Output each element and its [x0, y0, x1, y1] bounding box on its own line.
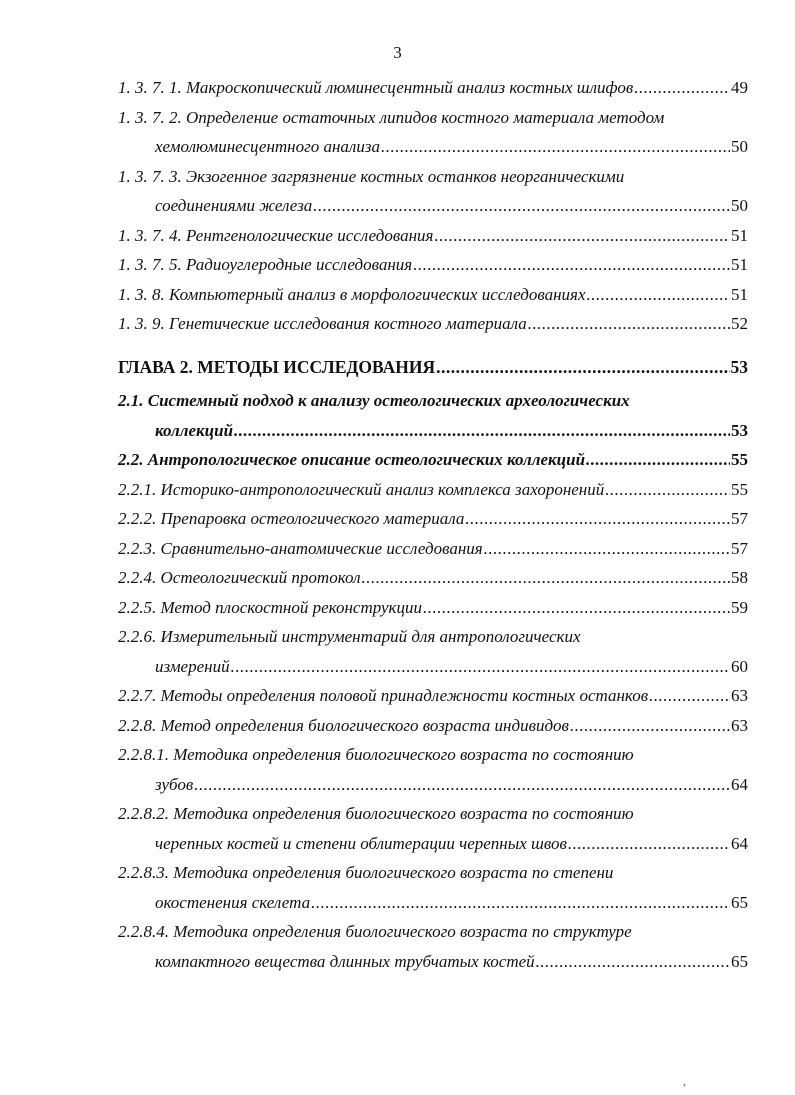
toc-line — [118, 711, 748, 741]
toc-entry-title: 1. 3. 8. Компьютерный анализ в морфологических исследованиях — [118, 284, 586, 304]
dot-leader — [434, 221, 730, 251]
toc-entry — [118, 917, 748, 976]
toc-entry-title: 2.2.8.4. Методика определения биологического возраста по структуре — [118, 922, 632, 941]
dot-leader — [231, 652, 730, 682]
toc-entry-page: 65 — [731, 951, 748, 971]
toc-entry-page: 50 — [731, 137, 748, 156]
toc-entry-title: ГЛАВА 2. МЕТОДЫ ИССЛЕДОВАНИЯ — [118, 356, 436, 377]
toc-entry-page: 55 — [731, 479, 748, 499]
toc-line — [118, 191, 748, 221]
toc-entry-title: 2.2.4. Остеологический протокол — [118, 568, 361, 587]
toc-line — [118, 445, 748, 475]
toc-entry — [118, 711, 748, 741]
toc-entry — [118, 445, 748, 475]
dot-leader — [436, 353, 729, 383]
dot-leader — [465, 504, 730, 534]
toc-entry — [118, 280, 748, 310]
dot-leader — [649, 681, 730, 711]
toc-entry — [118, 740, 748, 799]
toc-entry-title: 2.2.5. Метод плоскостной реконструкции — [118, 597, 422, 617]
toc-line — [118, 475, 748, 505]
toc-entry — [118, 799, 748, 858]
toc-entry — [118, 534, 748, 564]
toc-entry-title: компактного вещества длинных трубчатых костей — [155, 951, 535, 971]
dot-leader — [381, 132, 730, 162]
toc-entry — [118, 221, 748, 251]
toc-entry-title: черепных костей и степени облитерации черепных швов — [155, 833, 567, 853]
toc-entry — [118, 593, 748, 623]
toc-entry — [118, 250, 748, 280]
toc-line — [118, 829, 748, 859]
toc-entry-page: 64 — [731, 833, 748, 853]
toc-line — [118, 103, 748, 133]
toc-line — [118, 504, 748, 534]
toc-entry-page: 58 — [731, 568, 748, 587]
toc-entry — [118, 162, 748, 221]
toc-entry — [118, 475, 748, 505]
toc-entry-page: 64 — [731, 774, 748, 794]
dot-leader — [234, 416, 730, 446]
dot-leader — [313, 191, 730, 221]
toc-entry-title: 1. 3. 7. 1. Макроскопический люминесцентный анализ костных шлифов — [118, 78, 634, 97]
toc-line — [118, 858, 748, 888]
dot-leader — [484, 534, 730, 564]
dot-leader — [570, 711, 730, 741]
toc-entry-title: 1. 3. 7. 5. Радиоуглеродные исследования — [118, 255, 413, 274]
toc-entry-title: 2.2.8.2. Методика определения биологического возраста по состоянию — [118, 804, 634, 823]
toc-entry-title: 1. 3. 7. 2. Определение остаточных липидов костного материала методом — [118, 107, 665, 127]
toc-entry-title: 2.2.6. Измерительный инструментарий для антропологических — [118, 627, 581, 646]
toc-entry — [118, 309, 748, 339]
toc-line — [118, 309, 748, 339]
dot-leader — [586, 445, 730, 475]
toc-entry — [118, 681, 748, 711]
dot-leader — [194, 770, 730, 800]
toc-entry — [118, 858, 748, 917]
dot-leader — [586, 280, 730, 310]
toc-entry-page: 52 — [731, 314, 748, 333]
dot-leader — [605, 475, 730, 505]
dot-leader — [423, 593, 730, 623]
toc-entry-title: 2.2.7. Методы определения половой принадлежности костных останков — [118, 686, 649, 705]
toc-line — [118, 622, 748, 652]
toc-line — [118, 563, 748, 593]
footer-mark: , — [683, 1074, 686, 1088]
toc-line — [118, 386, 748, 416]
toc-entry-page: 53 — [731, 420, 748, 440]
toc-entry — [118, 504, 748, 534]
dot-leader — [528, 309, 730, 339]
toc-line — [118, 681, 748, 711]
toc-entry-page: 50 — [731, 196, 748, 215]
toc-entry-page: 59 — [731, 597, 748, 617]
toc-entry-page: 63 — [731, 686, 748, 705]
toc-entry-page: 55 — [731, 450, 748, 469]
toc-entry — [118, 353, 748, 383]
toc-line — [118, 73, 748, 103]
toc-entry — [118, 563, 748, 593]
toc-line — [118, 652, 748, 682]
toc-entry-title: 2.2.8. Метод определения биологического возраста индивидов — [118, 715, 569, 735]
toc-entry — [118, 103, 748, 162]
toc-line — [118, 132, 748, 162]
dot-leader — [568, 829, 730, 859]
page-number: 3 — [393, 43, 402, 62]
table-of-contents — [118, 73, 748, 976]
toc-entry-page: 57 — [731, 538, 748, 558]
toc-entry — [118, 386, 748, 445]
toc-entry-title: 2.2.8.3. Методика определения биологического возраста по степени — [118, 863, 614, 882]
toc-line — [118, 799, 748, 829]
toc-entry-page: 63 — [731, 715, 748, 735]
toc-entry-title: соединениями железа — [155, 196, 313, 215]
toc-entry-title: 2.2.3. Сравнительно-анатомические исследования — [118, 538, 483, 558]
toc-entry-page: 51 — [731, 284, 748, 304]
toc-line — [118, 353, 748, 383]
toc-entry-page: 57 — [731, 509, 748, 528]
dot-leader — [311, 888, 730, 918]
dot-leader — [536, 947, 730, 977]
toc-line — [118, 534, 748, 564]
toc-line — [118, 280, 748, 310]
toc-entry-title: 2.2. Антропологическое описание остеологических коллекций — [118, 450, 586, 469]
toc-entry-title: 1. 3. 7. 3. Экзогенное загрязнение костных останков неорганическими — [118, 166, 625, 186]
toc-entry-title: хемолюминесцентного анализа — [155, 137, 380, 156]
toc-entry-title: 2.2.2. Препаровка остеологического материала — [118, 509, 465, 528]
toc-line — [118, 162, 748, 192]
toc-line — [118, 221, 748, 251]
toc-entry-title: коллекций — [155, 420, 234, 440]
toc-line — [118, 740, 748, 770]
toc-entry-title: зубов — [155, 774, 194, 794]
toc-entry — [118, 73, 748, 103]
toc-entry-title: окостенения скелета — [155, 892, 311, 912]
toc-entry-title: 2.2.8.1. Методика определения биологического возраста по состоянию — [118, 745, 634, 764]
toc-entry-title: 1. 3. 7. 4. Рентгенологические исследования — [118, 225, 434, 245]
toc-entry-page: 65 — [731, 892, 748, 912]
toc-entry-page: 60 — [731, 656, 748, 676]
toc-line — [118, 593, 748, 623]
toc-line — [118, 917, 748, 947]
toc-entry-title: 2.1. Системный подход к анализу остеологических археологических — [118, 391, 630, 410]
dot-leader — [362, 563, 731, 593]
toc-entry-page: 51 — [731, 225, 748, 245]
toc-entry — [118, 622, 748, 681]
toc-entry-title: измерений — [155, 656, 230, 676]
toc-entry-title: 1. 3. 9. Генетические исследования костного материала — [118, 314, 527, 333]
toc-entry-page: 51 — [731, 255, 748, 274]
dot-leader — [634, 73, 730, 103]
toc-entry-title: 2.2.1. Историко-антропологический анализ комплекса захоронений — [118, 479, 605, 499]
dot-leader — [413, 250, 730, 280]
toc-line — [118, 416, 748, 446]
toc-entry-page: 53 — [730, 356, 748, 377]
toc-entry-page: 49 — [731, 78, 748, 97]
toc-line — [118, 770, 748, 800]
toc-line — [118, 888, 748, 918]
toc-line — [118, 250, 748, 280]
toc-line — [118, 947, 748, 977]
